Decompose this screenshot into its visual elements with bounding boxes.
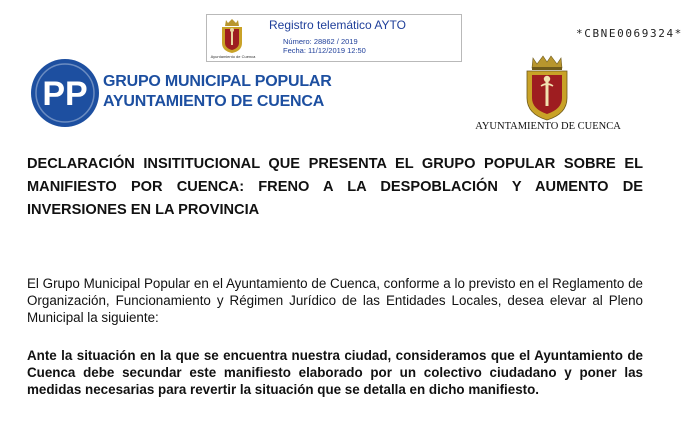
registry-stamp xyxy=(206,14,462,62)
stamp-number: Número: 28862 / 2019 xyxy=(283,37,358,46)
pp-logo-letters: PP xyxy=(42,75,88,113)
party-name-line-2: AYUNTAMIENTO DE CUENCA xyxy=(103,93,325,110)
barcode-text: *CBNE0069324* xyxy=(576,27,683,40)
stamp-crest-caption: Ayuntamiento de Cuenca xyxy=(210,54,256,59)
stamp-date: Fecha: 11/12/2019 12:50 xyxy=(283,46,366,55)
statement-paragraph: Ante la situación en la que se encuentra nuestra ciudad, consideramos que el Ayuntamiento de Cuenca debe secundar este manifiesto elaborado por un colectivo ciudadano y poner las medidas necesarias para revertir la situación que se detalla en dicho manifiesto. xyxy=(27,348,643,397)
document-title: DECLARACIÓN INSITITUCIONAL QUE PRESENTA EL GRUPO POPULAR SOBRE EL MANIFIESTO POR CUENCA: FRENO A LA DESPOBLACIÓN Y AUMENTO DE INVERSIONES EN LA PROVINCIA xyxy=(27,156,643,218)
pp-logo-icon xyxy=(30,58,100,128)
intro-paragraph: El Grupo Municipal Popular en el Ayuntamiento de Cuenca, conforme a lo previsto en el Reglamento de Organización, Funcionamiento y Régimen Jurídico de las Entidades Locales, desea elevar al Pleno Municipal la siguiente: xyxy=(27,276,643,325)
stamp-title: Registro telemático AYTO xyxy=(269,18,406,32)
cuenca-coat-of-arms-icon xyxy=(523,52,571,122)
party-name-line-1: GRUPO MUNICIPAL POPULAR xyxy=(103,73,332,90)
municipality-caption: AYUNTAMIENTO DE CUENCA xyxy=(475,121,621,132)
small-crest-icon xyxy=(219,18,245,54)
